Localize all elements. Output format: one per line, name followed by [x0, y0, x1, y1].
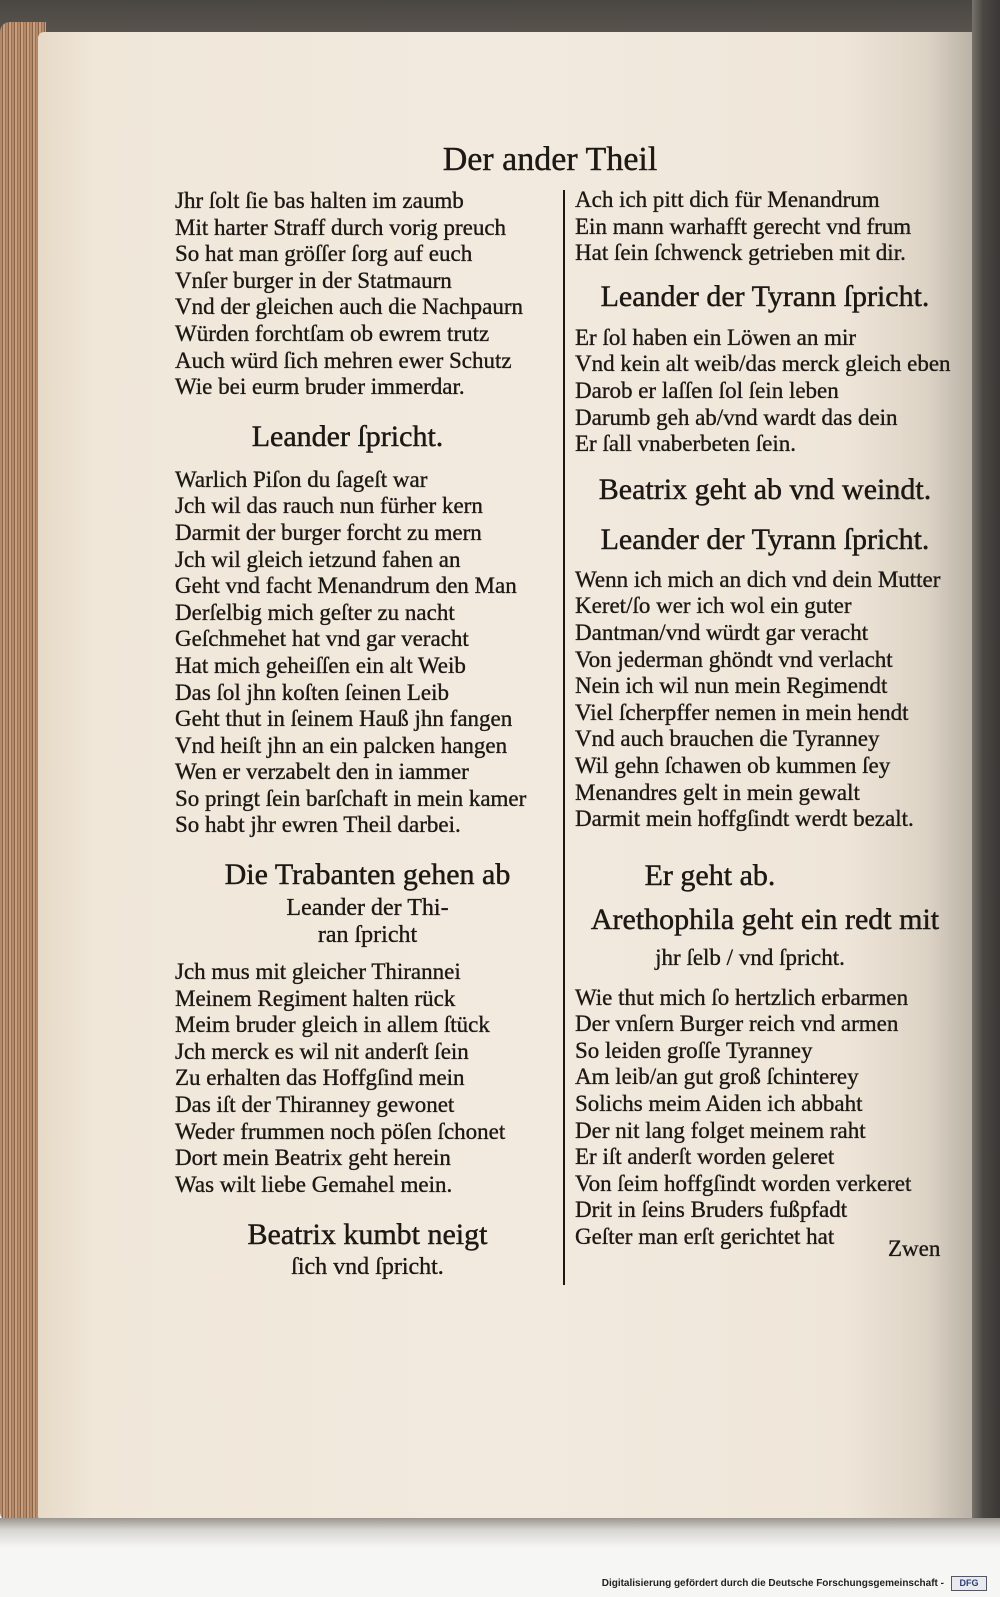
- right-column: [575, 187, 955, 1251]
- verse-line: Auch würd ſich mehren ewer Schutz: [175, 347, 512, 373]
- verse-line: Meim bruder gleich in allem ſtück: [175, 1012, 490, 1038]
- verse-block: [575, 985, 955, 1251]
- dfg-logo: DFG: [951, 1576, 987, 1591]
- catchword: Zwen: [888, 1236, 941, 1261]
- verse-line: Er ſall vnaberbeten ſein.: [575, 431, 796, 457]
- verse-line: Wie thut mich ſo hertzlich erbarmen: [575, 984, 909, 1010]
- verse-line: Hat mich geheiſſen ein alt Weib: [175, 652, 466, 678]
- verse-line: Dort mein Beatrix geht herein: [175, 1145, 451, 1171]
- verse-block: [575, 567, 955, 833]
- verse-line: Darob er laſſen ſol ſein leben: [575, 377, 839, 403]
- verse-line: Derſelbig mich geſter zu nacht: [175, 599, 455, 625]
- verse-block: [575, 325, 955, 458]
- verse-line: Der nit lang folget meinem raht: [575, 1117, 866, 1143]
- stage-direction-line: Arethophila geht ein redt mit: [590, 902, 940, 936]
- verse-line: Solichs meim Aiden ich abbaht: [575, 1091, 863, 1117]
- speaker-heading-line: ran ſpricht: [317, 922, 418, 949]
- verse-line: So habt jhr ewren Theil darbei.: [175, 812, 461, 838]
- verse-line: Jch mus mit gleicher Thirannei: [175, 959, 461, 985]
- verse-line: Vnd der gleichen auch die Nachpaurn: [175, 294, 524, 320]
- verse-line: Ein mann warhafft gerecht vnd frum: [575, 213, 912, 239]
- verse-line: Ach ich pitt dich für Menandrum: [575, 187, 880, 212]
- verse-line: So hat man gröſſer ſorg auf euch: [175, 241, 473, 267]
- verse-line: Jch wil das rauch nun fürher kern: [175, 493, 483, 519]
- stage-direction: [175, 1218, 560, 1282]
- verse-line: Von jederman ghöndt vnd verlacht: [575, 646, 893, 672]
- stage-direction: Die Trabanten gehen ab: [224, 858, 511, 892]
- footer-credit: Digitalisierung gefördert durch die Deutsche Forschungsgemeinschaft -: [601, 1578, 944, 1589]
- speaker-heading: [175, 895, 560, 949]
- verse-line: Würden forchtſam ob ewrem trutz: [175, 320, 490, 346]
- verse-line: Das iſt der Thiranney gewonet: [175, 1092, 455, 1118]
- speaker-heading: Leander der Tyrann ſpricht.: [600, 522, 930, 556]
- verse-line: Vnd heiſt jhn an ein palcken hangen: [175, 732, 508, 758]
- verse-line: Wil gehn ſchawen ob kummen ſey: [575, 752, 891, 778]
- verse-line: Wie bei eurm bruder immerdar.: [175, 374, 465, 400]
- verse-block: [175, 188, 560, 401]
- verse-line: Was wilt liebe Gemahel mein.: [175, 1171, 453, 1197]
- verse-line: Nein ich wil nun mein Regimendt: [575, 673, 888, 699]
- verse-block: [575, 187, 955, 267]
- verse-line: Darumb geh ab/vnd wardt das dein: [575, 404, 898, 430]
- book-gutter-shadow: [972, 0, 1000, 1524]
- verse-line: Geht vnd facht Menandrum den Man: [175, 573, 517, 599]
- column-rule: [563, 190, 565, 1285]
- verse-line: Er iſt anderſt worden geleret: [575, 1144, 835, 1170]
- stage-direction: Beatrix geht ab vnd weindt.: [598, 472, 932, 506]
- verse-line: Vnd kein alt weib/das merck gleich eben: [575, 351, 951, 377]
- verse-line: Jch merck es wil nit anderſt ſein: [175, 1038, 469, 1064]
- verse-line: So leiden groſſe Tyranney: [575, 1037, 813, 1063]
- verse-block: [175, 467, 560, 839]
- verse-line: Menandres gelt in mein gewalt: [575, 779, 860, 805]
- verse-line: Warlich Piſon du ſageſt war: [175, 466, 428, 492]
- verse-line: Wen er verzabelt den in iammer: [175, 759, 469, 785]
- verse-line: Der vnſern Burger reich vnd armen: [575, 1011, 899, 1037]
- verse-line: So pringt ſein barſchaft in mein kamer: [175, 785, 527, 811]
- verse-line: Wenn ich mich an dich vnd dein Mutter: [575, 566, 941, 592]
- verse-line: Zu erhalten das Hoffgſind mein: [175, 1065, 465, 1091]
- verse-line: Darmit mein hoffgſindt werdt bezalt.: [575, 806, 914, 832]
- verse-line: Vnd auch brauchen die Tyranney: [575, 726, 880, 752]
- speaker-heading: Leander ſpricht.: [251, 419, 444, 453]
- verse-line: Geſchmehet hat vnd gar veracht: [175, 626, 469, 652]
- verse-line: Keret/ſo wer ich wol ein guter: [575, 593, 852, 619]
- verse-line: Am leib/an gut groß ſchinterey: [575, 1064, 859, 1090]
- stage-direction-line: Beatrix kumbt neigt: [247, 1218, 488, 1252]
- verse-line: Geſter man erſt gerichtet hat: [575, 1224, 835, 1250]
- speaker-heading-line: Leander der Thi-: [286, 895, 449, 922]
- verse-line: Mit harter Straff durch vorig preuch: [175, 214, 507, 240]
- stage-direction-line: ſich vnd ſpricht.: [291, 1254, 444, 1281]
- verse-line: Geht thut in ſeinem Hauß jhn fangen: [175, 706, 513, 732]
- stage-direction-line: jhr ſelb / vnd ſpricht.: [655, 944, 845, 970]
- stage-direction: Er geht ab.: [644, 858, 776, 892]
- verse-line: Das ſol jhn koſten ſeinen Leib: [175, 679, 450, 705]
- verse-line: Viel ſcherpffer nemen in mein hendt: [575, 699, 909, 725]
- verse-line: Von ſeim hoffgſindt worden verkeret: [575, 1170, 912, 1196]
- verse-line: Weder frummen noch pöſen ſchonet: [175, 1118, 506, 1144]
- running-head: Der ander Theil: [442, 141, 658, 178]
- verse-line: Drit in ſeins Bruders fußpfadt: [575, 1197, 848, 1223]
- speaker-heading: Leander der Tyrann ſpricht.: [600, 279, 930, 313]
- verse-line: Vnſer burger in der Statmaurn: [175, 267, 452, 293]
- verse-line: Darmit der burger forcht zu mern: [175, 519, 482, 545]
- verse-line: Meinem Regiment halten rück: [175, 985, 456, 1011]
- stage-direction: [575, 902, 955, 973]
- verse-line: Er ſol haben ein Löwen an mir: [575, 324, 857, 350]
- verse-line: Dantman/vnd würdt gar veracht: [575, 619, 869, 645]
- left-column: [175, 188, 560, 1282]
- verse-block: [175, 959, 560, 1198]
- verse-line: Jch wil gleich ietzund fahen an: [175, 546, 461, 572]
- verse-line: Jhr ſolt ſie bas halten im zaumb: [175, 188, 464, 213]
- page-bottom-shadow: [0, 1518, 1000, 1548]
- verse-line: Hat ſein ſchwenck getrieben mit dir.: [575, 240, 906, 266]
